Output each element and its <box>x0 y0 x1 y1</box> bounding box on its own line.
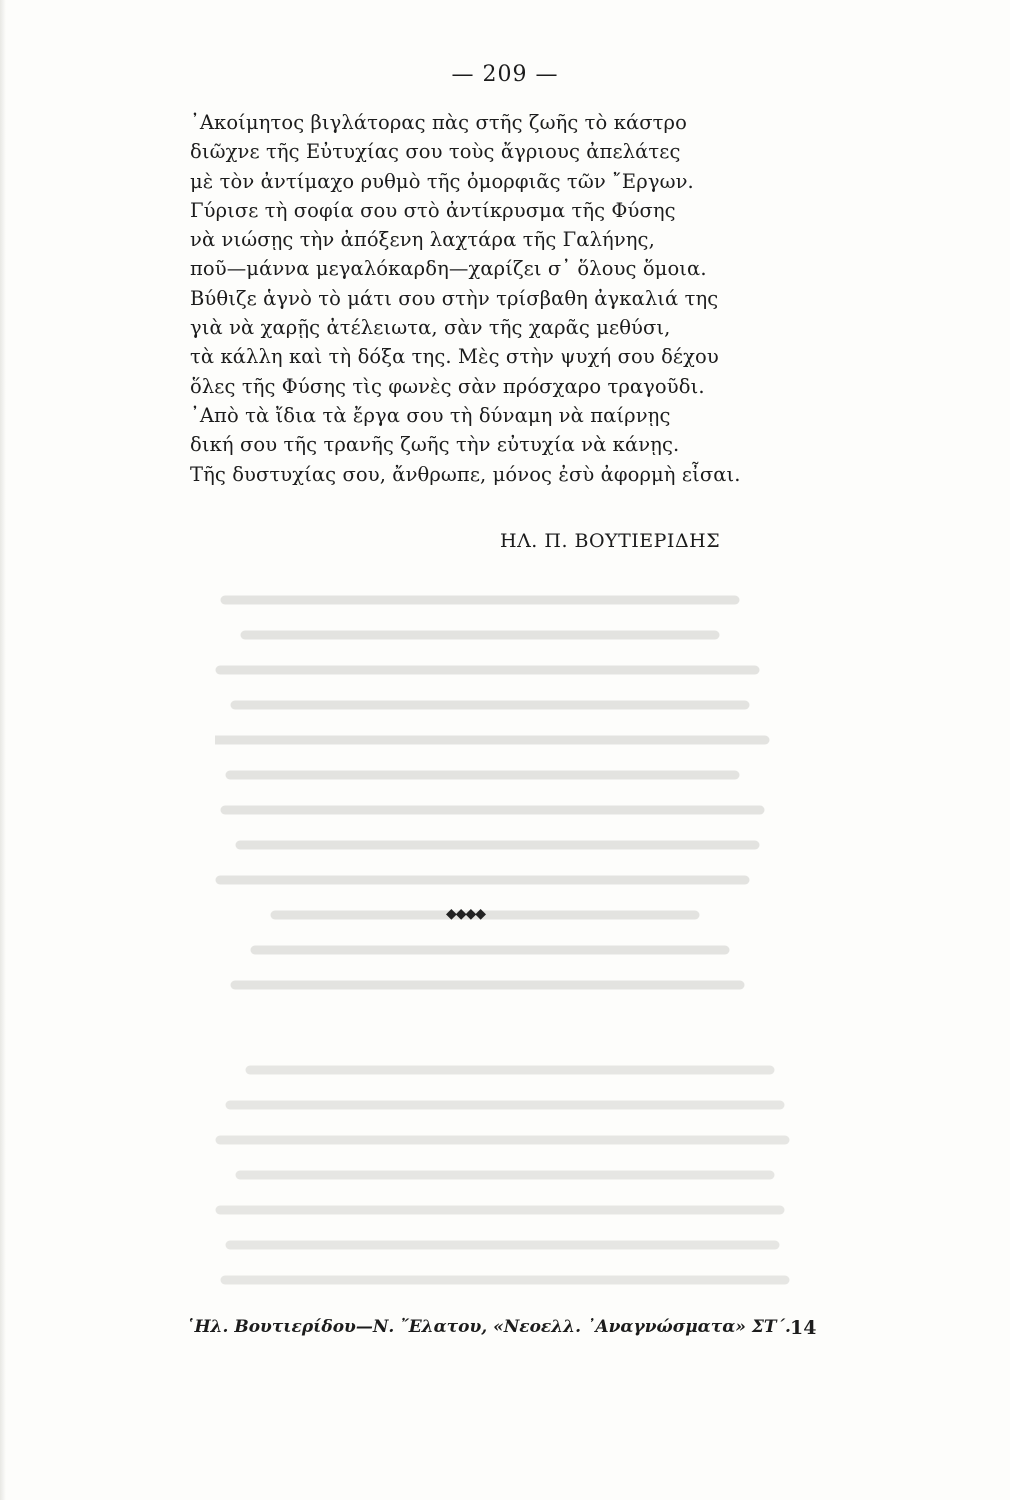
poem-line: τὰ κάλλη καὶ τὴ δόξα της. Μὲς στὴν ψυχή σου δέχου <box>190 345 719 369</box>
bleed-through-texture-lower <box>210 1040 790 1300</box>
poem-line: νὰ νιώσῃς τὴν ἀπόξενη λαχτάρα τῆς Γαλήνης, <box>190 228 655 252</box>
poem-line: μὲ τὸν ἀντίμαχο ρυθμὸ τῆς ὀμορφιᾶς τῶν ῎Εργων. <box>190 169 694 193</box>
page-footer <box>186 1317 826 1337</box>
poem-line: ᾿Ακοίμητος βιγλάτορας πὰς στῆς ζωῆς τὸ κάστρο <box>190 111 687 134</box>
poem-line: ποῦ—μάννα μεγαλόκαρδη—χαρίζει σ᾿ ὅλους ὅμοια. <box>190 257 707 281</box>
poem-author: ΗΛ. Π. ΒΟΥΤΙΕΡΙΔΗΣ <box>500 530 721 552</box>
section-ornament: ◆◆◆◆ <box>446 906 486 922</box>
bleed-through-lines-lower <box>210 1040 790 1300</box>
poem-line: δική σου τῆς τρανῆς ζωῆς τὴν εὐτυχία νὰ κάνῃς. <box>190 433 680 457</box>
poem-line: Βύθιζε ἁγνὸ τὸ μάτι σου στὴν τρίσβαθη ἀγκαλιά της <box>190 286 719 310</box>
poem-line: γιὰ νὰ χαρῇς ἀτέλειωτα, σὰν τῆς χαρᾶς μεθύσι, <box>190 316 671 340</box>
poem-line: διῶχνε τῆς Εὐτυχίας σου τοὺς ἄγριους ἀπελάτες <box>190 140 681 164</box>
poem-line: ᾿Απὸ τὰ ἴδια τὰ ἔργα σου τὴ δύναμη νὰ παίρνῃς <box>190 403 671 427</box>
bleed-through-texture <box>215 560 775 1030</box>
footer-signature: ῾Ηλ. Βουτιερίδου—Ν. ῎Ελατου, «Νεοελλ. ᾿Αναγνώσματα» ΣΤ΄. <box>186 1317 791 1337</box>
page-edge-shadow <box>0 0 6 1500</box>
poem-line: Γύρισε τὴ σοφία σου στὸ ἀντίκρυσμα τῆς Φύσης <box>190 198 676 222</box>
poem-line: ὅλες τῆς Φύσης τὶς φωνὲς σὰν πρόσχαρο τραγοῦδι. <box>190 374 705 398</box>
poem-line: Τῆς δυστυχίας σου, ἄνθρωπε, μόνος ἐσὺ ἀφορμὴ εἶσαι. <box>190 462 741 486</box>
page-number: — 209 — <box>451 62 559 87</box>
poem-body <box>190 108 790 489</box>
sheet-number: 14 <box>790 1317 817 1339</box>
bleed-through-lines <box>215 560 775 1030</box>
